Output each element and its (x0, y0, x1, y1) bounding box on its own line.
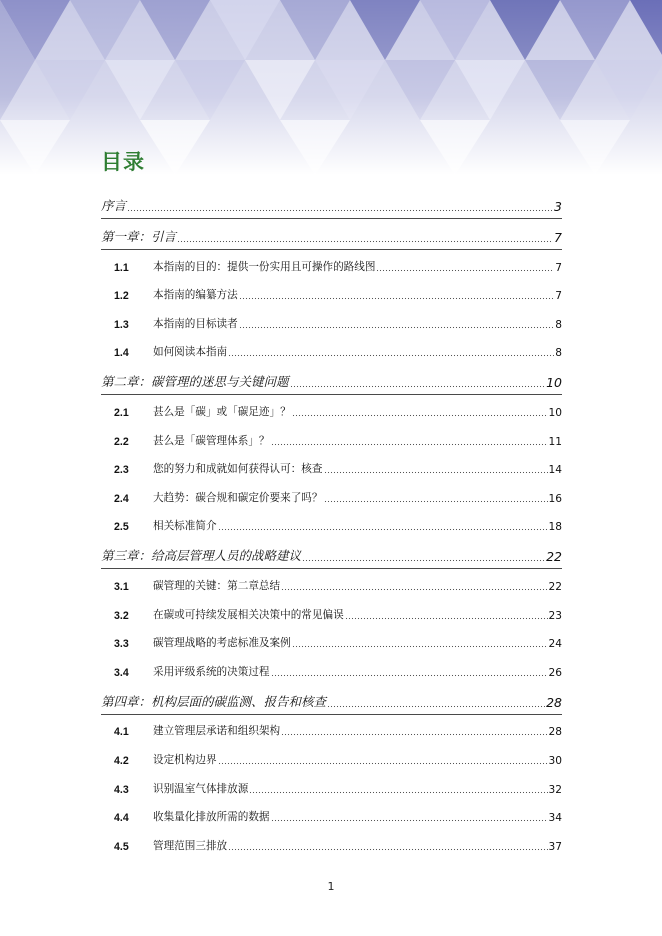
toc-page-number: 3 (554, 199, 562, 214)
toc-section-number: 2.1 (114, 406, 129, 419)
toc-section-number: 1.1 (114, 261, 129, 274)
toc-page-number: 8 (555, 318, 562, 331)
toc-section-entry[interactable] (101, 829, 562, 858)
toc-page-number: 26 (548, 666, 562, 679)
toc-section-entry[interactable] (101, 569, 562, 598)
toc-section-entry[interactable] (101, 655, 562, 684)
toc-section-number: 3.2 (114, 609, 129, 622)
toc-entry-title: 如何阅读本指南 (153, 346, 228, 359)
toc-page-number: 32 (548, 783, 562, 796)
toc-section-number: 3.1 (114, 580, 129, 593)
toc-section-entry[interactable] (101, 510, 562, 539)
dot-leader (302, 559, 545, 562)
toc-section-number: 1.3 (114, 318, 129, 331)
toc-page-number: 8 (555, 347, 562, 360)
dot-leader (281, 588, 547, 591)
toc-page-number: 11 (548, 435, 562, 448)
toc-section-number: 1.4 (114, 347, 129, 360)
dot-leader (218, 762, 548, 765)
dot-leader (292, 414, 548, 417)
toc-entry-title: 建立管理层承诺和组织架构 (153, 725, 281, 738)
toc-section-entry[interactable] (101, 424, 562, 453)
toc-section-entry[interactable] (101, 307, 562, 336)
dot-leader (249, 791, 547, 794)
toc-page-number: 16 (548, 492, 562, 505)
dot-leader (239, 326, 555, 329)
toc-entry-title: 本指南的目的：提供一份实用且可操作的路线图 (153, 260, 376, 273)
toc-page-number: 18 (548, 521, 562, 534)
dot-leader (127, 209, 553, 212)
dot-leader (324, 471, 548, 474)
toc-page-number: 24 (548, 638, 562, 651)
toc-entry-title: 序言 (101, 198, 127, 213)
toc-entry-title: 收集量化排放所需的数据 (153, 811, 270, 824)
toc-page-number: 7 (555, 261, 562, 274)
toc-section-number: 3.3 (114, 638, 129, 651)
toc-section-number: 4.5 (114, 840, 129, 853)
dot-leader (345, 617, 548, 620)
dot-leader (324, 500, 548, 503)
dot-leader (271, 443, 548, 446)
toc-page-number: 10 (548, 406, 562, 419)
toc-entry-title: 相关标准简介 (153, 520, 217, 533)
toc-page-number: 30 (548, 754, 562, 767)
toc-section-number: 4.2 (114, 754, 129, 767)
toc-chapter-entry[interactable] (101, 219, 562, 250)
toc-section-number: 4.3 (114, 783, 129, 796)
dot-leader (376, 269, 554, 272)
toc-section-entry[interactable] (101, 395, 562, 424)
toc-section-entry[interactable] (101, 453, 562, 482)
toc-entry-title: 碳管理战略的考虑标准及案例 (153, 637, 291, 650)
toc-section-number: 2.5 (114, 521, 129, 534)
dot-leader (177, 240, 553, 243)
table-of-contents (101, 188, 562, 858)
toc-entry-title: 管理范围三排放 (153, 839, 228, 852)
toc-entry-title: 识别温室气体排放源 (153, 782, 249, 795)
toc-page-number: 28 (546, 694, 562, 710)
toc-entry-title: 设定机构边界 (153, 753, 217, 766)
toc-section-entry[interactable] (101, 250, 562, 279)
toc-page-number: 28 (548, 726, 562, 739)
toc-page-number: 14 (548, 464, 562, 477)
toc-section-number: 2.4 (114, 492, 129, 505)
toc-section-number: 2.2 (114, 435, 129, 448)
dot-leader (327, 705, 545, 708)
dot-leader (290, 385, 546, 388)
toc-entry-title: 第四章：机构层面的碳监测、报告和核查 (101, 693, 327, 709)
page-title: 目录 (101, 150, 145, 174)
dot-leader (271, 674, 548, 677)
toc-page-number: 37 (548, 840, 562, 853)
toc-chapter-entry[interactable] (101, 684, 562, 715)
toc-section-number: 4.4 (114, 812, 129, 825)
toc-entry-title: 本指南的编纂方法 (153, 289, 238, 302)
toc-entry-title: 甚么是「碳」或「碳足迹」？ (153, 405, 291, 418)
toc-entry-title: 采用评级系统的决策过程 (153, 665, 270, 678)
dot-leader (281, 733, 547, 736)
toc-entry-title: 第二章：碳管理的迷思与关键问题 (101, 374, 289, 390)
dot-leader (228, 848, 547, 851)
header-triangle-banner (0, 0, 662, 175)
dot-leader (271, 819, 548, 822)
toc-section-number: 3.4 (114, 666, 129, 679)
toc-page-number: 7 (555, 290, 562, 303)
dot-leader (218, 528, 548, 531)
toc-section-entry[interactable] (101, 336, 562, 365)
toc-section-entry[interactable] (101, 801, 562, 830)
dot-leader (239, 297, 555, 300)
toc-section-entry[interactable] (101, 481, 562, 510)
toc-chapter-entry[interactable] (101, 188, 562, 219)
toc-entry-title: 在碳或可持续发展相关决策中的常见偏误 (153, 608, 344, 621)
toc-entry-title: 第一章：引言 (101, 229, 177, 244)
toc-entry-title: 本指南的目标读者 (153, 317, 238, 330)
toc-section-entry[interactable] (101, 598, 562, 627)
toc-chapter-entry[interactable] (101, 364, 562, 395)
toc-page-number: 22 (548, 580, 562, 593)
dot-leader (292, 645, 548, 648)
toc-page-number: 22 (546, 549, 562, 565)
toc-section-number: 1.2 (114, 290, 129, 303)
dot-leader (228, 354, 554, 357)
toc-entry-title: 您的努力和成就如何获得认可：核查 (153, 463, 323, 476)
toc-page-number: 34 (548, 812, 562, 825)
toc-page-number: 10 (546, 375, 562, 391)
toc-page-number: 23 (548, 609, 562, 622)
toc-section-entry[interactable] (101, 627, 562, 656)
toc-section-entry[interactable] (101, 743, 562, 772)
toc-section-entry[interactable] (101, 279, 562, 308)
toc-page-number: 7 (554, 230, 562, 245)
toc-chapter-entry[interactable] (101, 538, 562, 569)
toc-section-entry[interactable] (101, 715, 562, 744)
page-number: 1 (327, 880, 335, 893)
toc-entry-title: 第三章：给高层管理人员的战略建议 (101, 548, 302, 564)
toc-section-number: 2.3 (114, 464, 129, 477)
toc-entry-title: 碳管理的关键：第二章总结 (153, 579, 281, 592)
toc-section-entry[interactable] (101, 772, 562, 801)
toc-entry-title: 大趋势：碳合规和碳定价要来了吗？ (153, 491, 323, 504)
toc-entry-title: 甚么是「碳管理体系」？ (153, 434, 270, 447)
toc-section-number: 4.1 (114, 726, 129, 739)
